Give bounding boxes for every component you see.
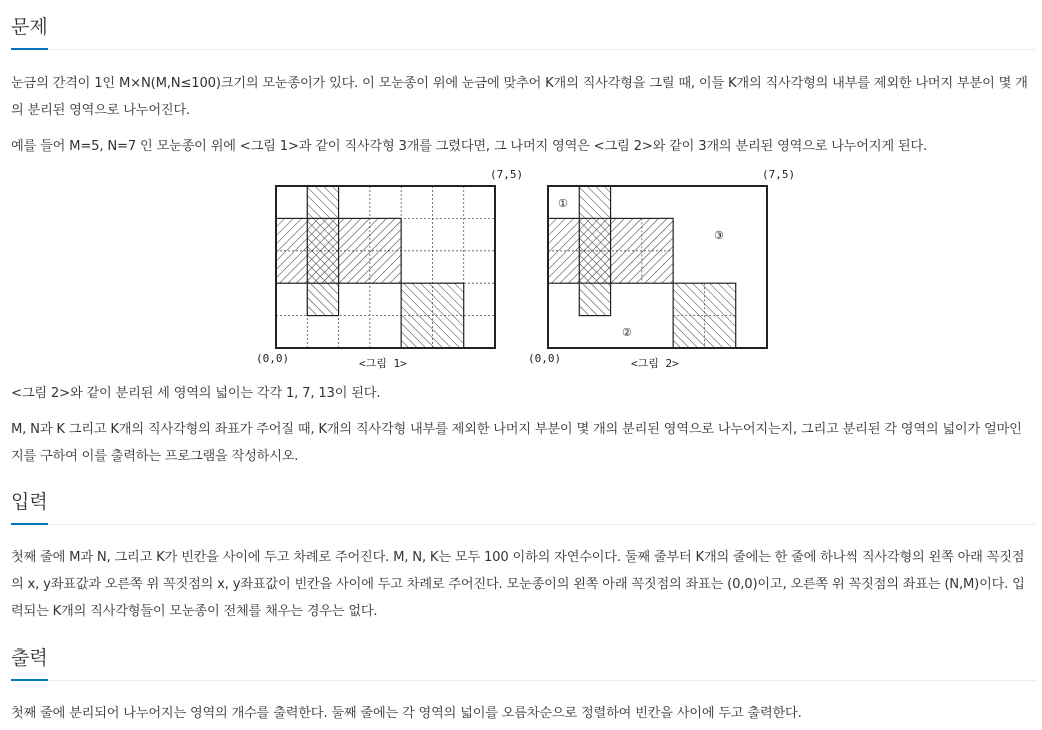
figure-2-caption: <그림 2> — [631, 357, 679, 370]
problem-paragraph-2: 예를 들어 M=5, N=7 인 모눈종이 위에 <그림 1>과 같이 직사각형 3개를 그렸다면, 그 나머지 영역은 <그림 2>와 같이 3개의 분리된 영역으로 나누어지게 된다. — [11, 139, 927, 154]
figure-2-corner-label: (7,5) — [762, 168, 796, 181]
figure-2-region-label-3: ③ — [714, 229, 724, 242]
output-section-header — [11, 645, 1037, 681]
input-section-title: 입력 — [11, 489, 48, 525]
output-section-title: 출력 — [11, 645, 48, 681]
input-section-header — [11, 489, 1037, 525]
figure-1-caption: <그림 1> — [359, 357, 407, 370]
figure-1-rectangle — [307, 186, 338, 316]
figure-2-origin-label: (0,0) — [528, 352, 562, 365]
problem-section-title: 문제 — [11, 14, 48, 50]
figure-1-corner-label: (7,5) — [490, 168, 524, 181]
problem-paragraph-3: <그림 2>와 같이 분리된 세 영역의 넓이는 각각 1, 7, 13이 된다. — [11, 386, 381, 401]
input-paragraph: 첫째 줄에 M과 N, 그리고 K가 빈칸을 사이에 두고 차례로 주어진다. M, N, K는 모두 100 이하의 자연수이다. 둘째 줄부터 K개의 줄에는 한 줄에 하나씩 직사각형의 왼쪽 아래 꼭짓점의 x, y좌표값과 오른쪽 위 꼭짓점의 x, y좌표값이 빈칸을 사이에 두고 차례로 주어진다. 모눈종이의 왼쪽 아래 꼭짓점의 좌표는 (0,0)이고, 오른쪽 위 꼭짓점의 좌표는 (N,M)이다. 입력되는 K개의 직사각형들이 모눈종이 전체를 채우는 경우는 없다. — [11, 550, 1025, 619]
output-paragraph: 첫째 줄에 분리되어 나누어지는 영역의 개수를 출력한다. 둘째 줄에는 각 영역의 넓이를 오름차순으로 정렬하여 빈칸을 사이에 두고 출력한다. — [11, 706, 802, 721]
figure-1 — [252, 166, 524, 376]
problem-paragraph-4: M, N과 K 그리고 K개의 직사각형의 좌표가 주어질 때, K개의 직사각형 내부를 제외한 나머지 부분이 몇 개의 분리된 영역으로 나누어지는지, 그리고 분리된 각 영역의 넓이가 얼마인지를 구하여 이를 출력하는 프로그램을 작성하시오. — [11, 422, 1022, 464]
figure-1-origin-label: (0,0) — [256, 352, 290, 365]
problem-paragraph-1: 눈금의 간격이 1인 M×N(M,N≤100)크기의 모눈종이가 있다. 이 모눈종이 위에 눈금에 맞추어 K개의 직사각형을 그릴 때, 이들 K개의 직사각형의 내부를 제외한 나머지 부분이 몇 개의 분리된 영역으로 나누어진다. — [11, 76, 1028, 118]
figure-1-rectangle — [401, 283, 464, 348]
figure-2 — [524, 166, 796, 376]
figure-2-region-label-2: ② — [622, 326, 632, 339]
figure-2-region-label-1: ① — [558, 197, 568, 210]
figure-2-rectangles — [548, 186, 736, 348]
problem-section-header — [11, 14, 1037, 50]
